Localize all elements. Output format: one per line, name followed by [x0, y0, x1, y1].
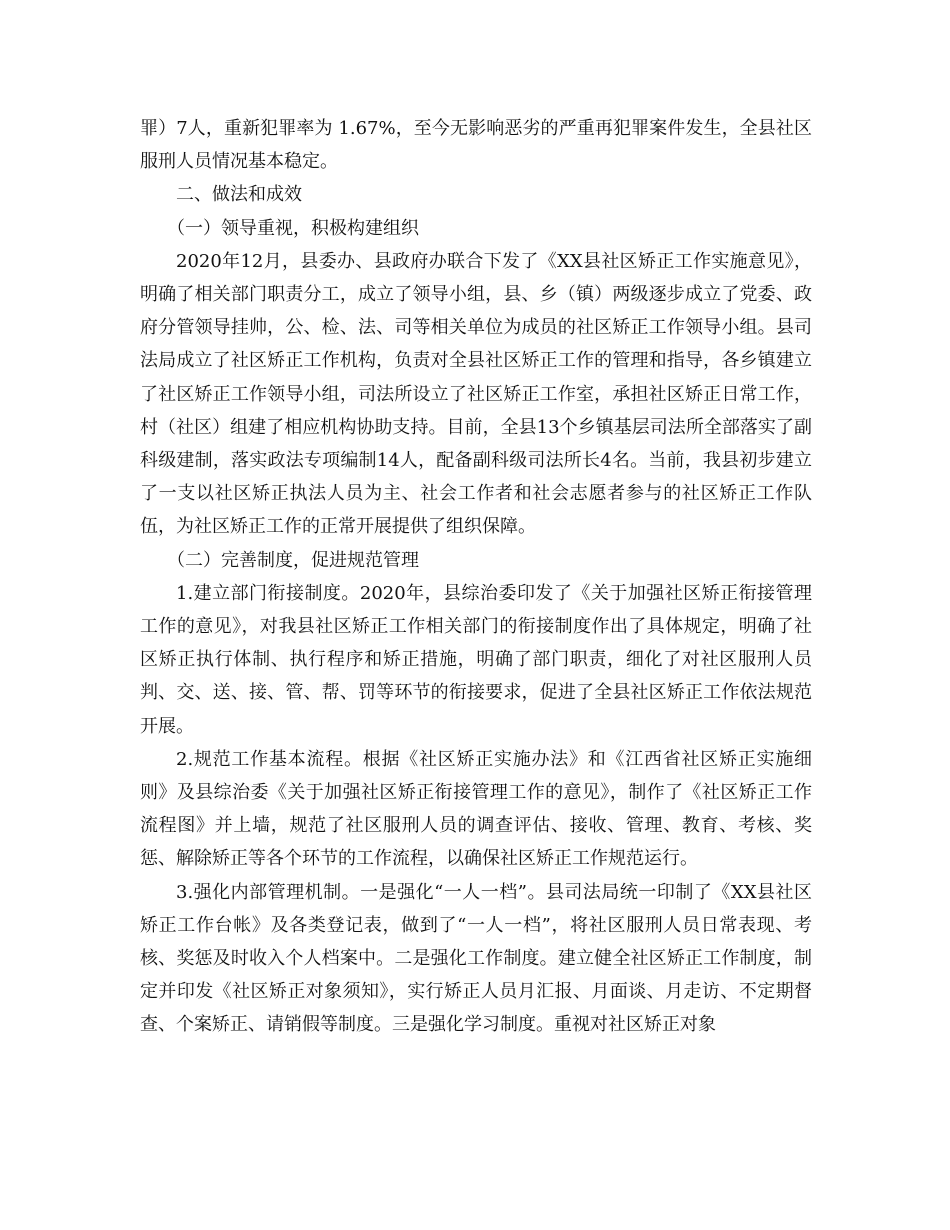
list-item-1: 1.建立部门衔接制度。2020年，县综治委印发了《关于加强社区矫正衔接管理工作的意见》，对我县社区矫正工作相关部门的衔接制度作出了具体规定，明确了社区矫正执行体制、执行程序和矫正措施，明确了部门职责，细化了对社区服刑人员判、交、送、接、管、帮、罚等环节的衔接要求，促进了全县社区矫正工作依法规范开展。: [140, 582, 812, 737]
document-page: [140, 112, 812, 1042]
section-heading: 二、做法和成效: [176, 184, 302, 206]
list-item-2: 2.规范工作基本流程。根据《社区矫正实施办法》和《江西省社区矫正实施细则》及县综治委《关于加强社区矫正衔接管理工作的意见》，制作了《社区矫正工作流程图》并上墙，规范了社区服刑人员的调查评估、接收、管理、教育、考核、奖惩、解除矫正等各个环节的工作流程，以确保社区矫正工作规范运行。: [140, 748, 812, 870]
continuation-paragraph: 罪）7人，重新犯罪率为 1.67%，至今无影响恶劣的严重再犯罪案件发生，全县社区服刑人员情况基本稳定。: [140, 118, 812, 173]
subsection-heading-2: （二）完善制度，促进规范管理: [167, 549, 419, 571]
list-item-3: 3.强化内部管理机制。一是强化“一人一档”。县司法局统一印制了《XX县社区矫正工作台帐》及各类登记表，做到了“一人一档”，将社区服刑人员日常表现、考核、奖惩及时收入个人档案中。二是强化工作制度。建立健全社区矫正工作制度，制定并印发《社区矫正对象须知》，实行矫正人员月汇报、月面谈、月走访、不定期督查、个案矫正、请销假等制度。三是强化学习制度。重视对社区矫正对象: [140, 881, 812, 1036]
subsection-heading-1: （一）领导重视，积极构建组织: [167, 217, 419, 239]
body-paragraph-1: 2020年12月，县委办、县政府办联合下发了《XX县社区矫正工作实施意见》，明确了相关部门职责分工，成立了领导小组，县、乡（镇）两级逐步成立了党委、政府分管领导挂帅，公、检、法、司等相关单位为成员的社区矫正工作领导小组。县司法局成立了社区矫正工作机构，负责对全县社区矫正工作的管理和指导，各乡镇建立了社区矫正工作领导小组，司法所设立了社区矫正工作室，承担社区矫正日常工作，村（社区）组建了相应机构协助支持。目前，全县13个乡镇基层司法所全部落实了副科级建制，落实政法专项编制14人，配备副科级司法所长4名。当前，我县初步建立了一支以社区矫正执法人员为主、社会工作者和社会志愿者参与的社区矫正工作队伍，为社区矫正工作的正常开展提供了组织保障。: [140, 250, 812, 538]
